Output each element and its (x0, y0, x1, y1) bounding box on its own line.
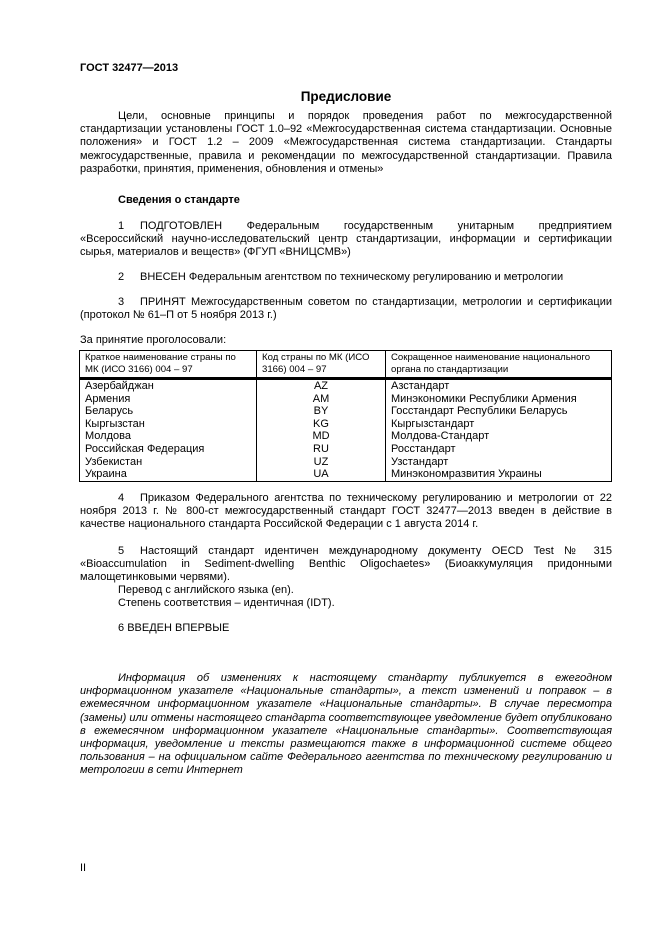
code-cell: RU (257, 443, 386, 456)
country-cell: Украина (80, 468, 257, 481)
item-4 (80, 492, 612, 532)
country-cell: Азербайджан (80, 379, 257, 393)
table-row (80, 405, 612, 418)
code-cell: UA (257, 468, 386, 481)
table-row (80, 456, 612, 469)
code-cell: AZ (257, 379, 386, 393)
votes-label: За принятие проголосовали: (80, 334, 227, 346)
item-5 (80, 545, 612, 585)
country-cell: Молдова (80, 430, 257, 443)
table-header-row (80, 351, 612, 379)
document-id: ГОСТ 32477—2013 (80, 62, 179, 74)
votes-table (79, 350, 612, 482)
body-cell: Узстандарт (391, 455, 449, 468)
body-cell: Кыргызстандарт (391, 417, 475, 430)
country-cell: Армения (80, 393, 257, 406)
item-text: Настоящий стандарт идентичен международному документу OECD Test № 315 «Bioaccumulation in Sediment-dwelling Benthic Oligochaetes» (Биоаккумуляция придонными малощетинковыми червями). (80, 545, 612, 584)
intro-paragraph: Цели, основные принципы и порядок проведения работ по межгосударственной стандартизации установлены ГОСТ 1.0–92 «Межгосударственная система стандартизации. Основные положения» и ГОСТ 1.2 – 2009 «Межгосударственная система стандартизации. Стандарты межгосударственные, правила и рекомендации по межгосударственной стандартизации. Правила разработки, принятия, применения, обновления и отмены» (80, 110, 612, 175)
conformity-note: Степень соответствия – идентичная (IDT). (118, 597, 335, 609)
table-row (80, 418, 612, 431)
item-text: ВВЕДЕН ВПЕРВЫЕ (127, 622, 230, 634)
item-number: 2 (118, 271, 125, 283)
table-row (80, 430, 612, 443)
body-cell: Азстандарт (391, 380, 450, 392)
code-cell: BY (257, 405, 386, 418)
column-header-country: Краткое наименование страны по МК (ИСО 3166) 004 – 97 (80, 351, 257, 379)
code-cell: MD (257, 430, 386, 443)
table-row (80, 379, 612, 393)
item-1 (80, 220, 612, 260)
column-header-code: Код страны по МК (ИСО 3166) 004 – 97 (257, 351, 386, 379)
table-row (80, 443, 612, 456)
item-number: 1 (118, 220, 125, 232)
country-cell: Узбекистан (80, 456, 257, 469)
code-cell: KG (257, 418, 386, 431)
item-number: 4 (118, 492, 125, 504)
item-text: ПОДГОТОВЛЕН Федеральным государственным унитарным предприятием «Всероссийский научно-исследовательский центр стандартизации, информации и сертификации сырья, материалов и веществ» (ФГУП «ВНИЦСМВ») (80, 220, 612, 259)
column-header-body: Сокращенное наименование национального органа по стандартизации (386, 351, 612, 379)
country-cell: Кыргызстан (80, 418, 257, 431)
body-cell: Молдова-Стандарт (391, 430, 490, 443)
body-cell: Минэкономики Республики Армения (391, 392, 577, 405)
country-cell: Российская Федерация (80, 443, 257, 456)
body-cell: Минэкономразвития Украины (391, 468, 542, 481)
body-cell: Росстандарт (391, 442, 456, 455)
code-cell: AM (257, 393, 386, 406)
item-number: 6 (118, 622, 125, 634)
translation-note: Перевод с английского языка (en). (118, 584, 294, 596)
item-text: ВНЕСЕН Федеральным агентством по техническому регулированию и метрологии (140, 271, 564, 283)
page-number: II (80, 862, 87, 874)
item-3 (80, 296, 612, 322)
item-text: ПРИНЯТ Межгосударственным советом по стандартизации, метрологии и сертификации (протокол № 61–П от 5 ноября 2013 г.) (80, 296, 612, 322)
item-text: Приказом Федерального агентства по техническому регулированию и метрологии от 22 ноября 2013 г. № 800-ст межгосударственный стандарт ГОСТ 32477—2013 введен в действие в качестве национального стандарта Российской Федерации с 1 августа 2014 г. (80, 492, 612, 531)
page-title: Предисловие (300, 89, 392, 104)
section-heading: Сведения о стандарте (118, 194, 240, 206)
notice-paragraph: Информация об изменениях к настоящему стандарту публикуется в ежегодном информационном указателе «Национальные стандарты», а текст изменений и поправок – в ежемесячном информационном указателе «Национальные стандарты». В случае пересмотра (замены) или отмены настоящего стандарта соответствующее уведомление будет опубликовано в ежемесячном информационном указателе «Национальные стандарты». Соответствующая информация, уведомление и тексты размещаются также в информационной системе общего пользования – на официальном сайте Федерального агентства по техническому регулированию и метрологии в сети Интернет (80, 672, 612, 777)
item-number: 5 (118, 545, 125, 557)
code-cell: UZ (257, 456, 386, 469)
item-6 (80, 622, 650, 635)
body-cell: Госстандарт Республики Беларусь (391, 405, 568, 418)
table-row (80, 468, 612, 481)
item-2 (80, 271, 612, 284)
country-cell: Беларусь (80, 405, 257, 418)
table-row (80, 393, 612, 406)
item-number: 3 (118, 296, 125, 308)
